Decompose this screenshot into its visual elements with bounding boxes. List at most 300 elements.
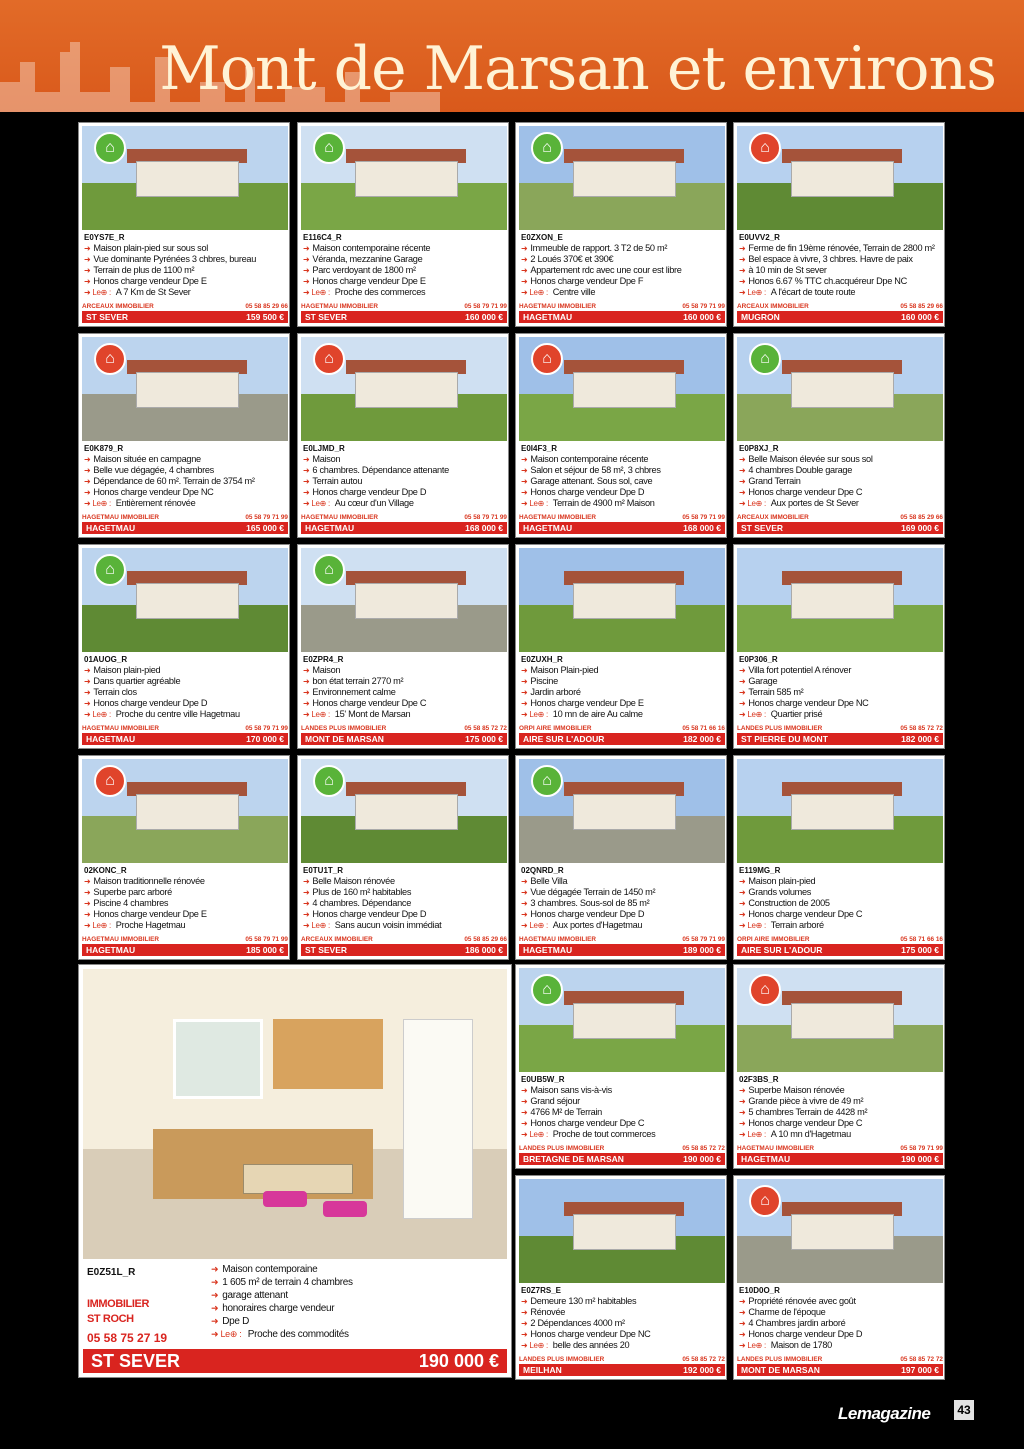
feature-list	[739, 454, 943, 509]
listing-ref: E0P8XJ_R	[739, 444, 779, 453]
feature-list	[739, 1296, 943, 1351]
feature-item: ➜ Honos charge vendeur Dpe E	[84, 909, 288, 920]
feature-item: ➜ Dans quartier agréable	[84, 676, 288, 687]
town: ST SEVER	[305, 312, 348, 322]
price: 160 000 €	[901, 312, 939, 322]
agency-phone: 05 58 85 72 72	[682, 1356, 725, 1363]
highlight-item: ➜ Le⊕ : Aux portes de St Sever	[739, 498, 943, 509]
feature-item: ➜ Belle Villa	[521, 876, 725, 887]
listing-card[interactable]	[733, 333, 945, 538]
feature-item: ➜ Belle Maison élevée sur sous sol	[739, 454, 943, 465]
listing-card[interactable]	[515, 755, 727, 960]
highlight-item: ➜ Le⊕ : 15' Mont de Marsan	[303, 709, 507, 720]
price: 186 000 €	[465, 945, 503, 955]
highlight-item: ➜ Le⊕ : Terrain de 4900 m² Maison	[521, 498, 725, 509]
agency-phone: 05 58 79 71 99	[900, 1145, 943, 1152]
feature-item: ➜ Honos charge vendeur Dpe NC	[521, 1329, 725, 1340]
feature-item: ➜ Honos charge vendeur Dpe E	[521, 698, 725, 709]
highlight-item: ➜ Le⊕ : Centre ville	[521, 287, 725, 298]
door	[403, 1019, 473, 1219]
town: MONT DE MARSAN	[741, 1365, 820, 1375]
feature-item: ➜ Terrain de plus de 1100 m²	[84, 265, 288, 276]
listing-ref: E0LJMD_R	[303, 444, 345, 453]
listing-footer	[83, 1349, 507, 1373]
listing-photo	[519, 759, 725, 863]
house-badge-icon: ⌂	[749, 132, 781, 164]
agency-name: ARCEAUX IMMOBILIER	[301, 936, 373, 943]
agency-phone: 05 58 79 71 99	[245, 725, 288, 732]
listing-card[interactable]	[78, 333, 290, 538]
highlight-item: ➜ Le⊕ : A l'écart de toute route	[739, 287, 943, 298]
listing-ref: E0P306_R	[739, 655, 778, 664]
agency-name: LANDES PLUS IMMOBILIER	[519, 1145, 605, 1152]
agency-name: LANDES PLUS IMMOBILIER	[519, 1356, 605, 1363]
price: 192 000 €	[683, 1365, 721, 1375]
feature-item: ➜ Honos charge vendeur Dpe D	[303, 909, 507, 920]
feature-item: ➜ 5 chambres Terrain de 4428 m²	[739, 1107, 943, 1118]
feature-item: ➜ Garage	[739, 676, 943, 687]
feature-item: ➜ Honos 6.67 % TTC ch.acquéreur Dpe NC	[739, 276, 943, 287]
listing-card[interactable]	[78, 122, 290, 327]
listing-photo	[519, 1179, 725, 1283]
price: 160 000 €	[683, 312, 721, 322]
town: AIRE SUR L'ADOUR	[523, 734, 605, 744]
agency-name: ORPI AIRE IMMOBILIER	[737, 936, 810, 943]
feature-item: ➜ Honos charge vendeur Dpe C	[303, 698, 507, 709]
agency-phone: 05 58 79 71 99	[245, 514, 288, 521]
page-header	[0, 0, 1024, 112]
feature-list	[521, 243, 725, 298]
feature-item: ➜ Parc verdoyant de 1800 m²	[303, 265, 507, 276]
price: 185 000 €	[246, 945, 284, 955]
feature-item: ➜ Terrain 585 m²	[739, 687, 943, 698]
town: ST SEVER	[91, 1350, 181, 1371]
feature-item: ➜ Dépendance de 60 m². Terrain de 3754 m²	[84, 476, 288, 487]
listing-photo	[737, 1179, 943, 1283]
highlight-item: ➜ Le⊕ : 10 mn de aire Au calme	[521, 709, 725, 720]
price: 197 000 €	[901, 1365, 939, 1375]
highlight-item: ➜ Le⊕ : A 10 mn d'Hagetmau	[739, 1129, 943, 1140]
listing-ref: E116C4_R	[303, 233, 342, 242]
listing-card[interactable]	[297, 544, 509, 749]
feature-item: ➜ Maison plain-pied	[739, 876, 943, 887]
listing-footer	[519, 311, 725, 323]
listing-footer	[82, 733, 288, 745]
highlight-item: ➜ Le⊕ : Quartier prisé	[739, 709, 943, 720]
feature-item: ➜ Maison sans vis-à-vis	[521, 1085, 725, 1096]
feature-item: ➜ Honos charge vendeur Dpe C	[739, 909, 943, 920]
agency-phone: 05 58 85 29 66	[900, 303, 943, 310]
feature-item: ➜ Construction de 2005	[739, 898, 943, 909]
listing-ref: E0ZXON_E	[521, 233, 563, 242]
feature-list	[521, 1296, 725, 1351]
house-badge-icon: ⌂	[531, 974, 563, 1006]
feature-item: ➜ 3 chambres. Sous-sol de 85 m²	[521, 898, 725, 909]
feature-list	[303, 243, 507, 298]
price: 189 000 €	[683, 945, 721, 955]
agency-phone: 05 58 85 72 72	[900, 725, 943, 732]
agency-name: LANDES PLUS IMMOBILIER	[737, 1356, 823, 1363]
feature-item: ➜ Dpe D	[211, 1315, 353, 1328]
listing-photo	[82, 548, 288, 652]
highlight-item: ➜ Le⊕ : Maison de 1780	[739, 1340, 943, 1351]
feature-item: ➜ honoraires charge vendeur	[211, 1302, 353, 1315]
feature-item: ➜ Piscine 4 chambres	[84, 898, 288, 909]
listing-ref: E0Z51L_R	[87, 1267, 136, 1278]
town: HAGETMAU	[86, 523, 136, 533]
price: 159 500 €	[246, 312, 284, 322]
agency-phone: 05 58 85 29 66	[464, 936, 507, 943]
highlight-item: ➜ Le⊕ : Aux portes d'Hagetmau	[521, 920, 725, 931]
feature-item: ➜ Honos charge vendeur Dpe D	[521, 487, 725, 498]
feature-item: ➜ Grande pièce à vivre de 49 m²	[739, 1096, 943, 1107]
house-badge-icon: ⌂	[313, 132, 345, 164]
feature-item: ➜ Honos charge vendeur Dpe D	[84, 698, 288, 709]
listing-ref: 02KONC_R	[84, 866, 127, 875]
feature-list	[521, 876, 725, 931]
feature-item: ➜ Salon et séjour de 58 m², 3 chbres	[521, 465, 725, 476]
feature-item: ➜ Honos charge vendeur Dpe C	[521, 1118, 725, 1129]
feature-item: ➜ Honos charge vendeur Dpe C	[739, 487, 943, 498]
highlight-item: ➜ Le⊕ : Proche de tout commerces	[521, 1129, 725, 1140]
listing-ref: E0Z7RS_E	[521, 1286, 562, 1295]
feature-item: ➜ Superbe Maison rénovée	[739, 1085, 943, 1096]
listing-footer	[737, 522, 943, 534]
listing-card[interactable]	[515, 1175, 727, 1380]
feature-item: ➜ Vue dominante Pyrénées 3 chbres, bureau	[84, 254, 288, 265]
town: HAGETMAU	[523, 945, 573, 955]
town: ST SEVER	[741, 523, 784, 533]
listing-ref: E0UVV2_R	[739, 233, 780, 242]
listing-photo	[82, 126, 288, 230]
listing-card[interactable]	[515, 964, 727, 1169]
feature-item: ➜ Villa fort potentiel A rénover	[739, 665, 943, 676]
feature-item: ➜ Honos charge vendeur Dpe C	[739, 1118, 943, 1129]
agency-name: HAGETMAU IMMOBILIER	[519, 514, 597, 521]
listing-card[interactable]	[733, 964, 945, 1169]
listing-photo	[519, 337, 725, 441]
listing-footer	[519, 1153, 725, 1165]
agency-name: HAGETMAU IMMOBILIER	[82, 514, 160, 521]
feature-list	[521, 665, 725, 720]
agency-name: ARCEAUX IMMOBILIER	[737, 303, 809, 310]
listing-card[interactable]	[515, 122, 727, 327]
listing-photo	[519, 968, 725, 1072]
highlight-item: ➜ Le⊕ : Proche des commodités	[211, 1328, 353, 1341]
listing-ref: 01AUOG_R	[84, 655, 128, 664]
agency-phone: 05 58 85 29 66	[245, 303, 288, 310]
highlight-item: ➜ Le⊕ : Entièrement rénovée	[84, 498, 288, 509]
feature-item: ➜ Vue dégagée Terrain de 1450 m²	[521, 887, 725, 898]
price: 160 000 €	[465, 312, 503, 322]
feature-item: ➜ Grands volumes	[739, 887, 943, 898]
listing-card[interactable]	[733, 1175, 945, 1380]
listing-photo	[737, 337, 943, 441]
listing-photo	[519, 548, 725, 652]
town: ST SEVER	[305, 945, 348, 955]
feature-item: ➜ Honos charge vendeur Dpe NC	[739, 698, 943, 709]
listing-footer	[301, 944, 507, 956]
listing-photo	[301, 759, 507, 863]
price: 168 000 €	[465, 523, 503, 533]
feature-item: ➜ Maison située en campagne	[84, 454, 288, 465]
house-badge-icon: ⌂	[531, 343, 563, 375]
listing-card[interactable]	[515, 333, 727, 538]
listing-footer	[519, 1364, 725, 1376]
agency-name-line: IMMOBILIER	[87, 1298, 149, 1310]
price: 168 000 €	[683, 523, 721, 533]
listing-photo	[737, 548, 943, 652]
magazine-brand: Lemagazine	[838, 1404, 931, 1423]
price: 175 000 €	[465, 734, 503, 744]
listing-card[interactable]	[78, 755, 290, 960]
agency-name: ORPI AIRE IMMOBILIER	[519, 725, 592, 732]
house-badge-icon: ⌂	[94, 343, 126, 375]
price: 182 000 €	[683, 734, 721, 744]
listing-card[interactable]	[733, 122, 945, 327]
town: ST PIERRE DU MONT	[741, 734, 828, 744]
listing-footer	[519, 733, 725, 745]
town: HAGETMAU	[86, 945, 136, 955]
town: HAGETMAU	[523, 312, 573, 322]
listing-footer	[519, 522, 725, 534]
feature-list	[739, 665, 943, 720]
agency-name: LANDES PLUS IMMOBILIER	[737, 725, 823, 732]
feature-item: ➜ Maison contemporaine récente	[521, 454, 725, 465]
feature-item: ➜ Grand Terrain	[739, 476, 943, 487]
feature-item: ➜ Honos charge vendeur Dpe D	[739, 1329, 943, 1340]
listing-card[interactable]	[297, 333, 509, 538]
town: ST SEVER	[86, 312, 129, 322]
house-badge-icon: ⌂	[313, 343, 345, 375]
listing-footer	[82, 311, 288, 323]
listing-card[interactable]	[297, 122, 509, 327]
listing-ref: E0I4F3_R	[521, 444, 558, 453]
feature-item: ➜ Maison traditionnelle rénovée	[84, 876, 288, 887]
agency-phone: 05 58 75 27 19	[87, 1331, 168, 1345]
agency-phone: 05 58 79 71 99	[464, 514, 507, 521]
house-badge-icon: ⌂	[313, 765, 345, 797]
feature-list	[84, 454, 288, 509]
listing-footer	[737, 944, 943, 956]
highlight-item: ➜ Le⊕ : A 7 Km de St Sever	[84, 287, 288, 298]
agency-phone: 05 58 79 71 99	[245, 936, 288, 943]
listing-ref: E10D0O_R	[739, 1286, 780, 1295]
listing-footer	[301, 733, 507, 745]
listing-ref: E119MG_R	[739, 866, 781, 875]
feature-item: ➜ Maison	[303, 665, 507, 676]
feature-item: ➜ bon état terrain 2770 m²	[303, 676, 507, 687]
town: HAGETMAU	[305, 523, 355, 533]
table	[243, 1164, 353, 1194]
agency-name: LANDES PLUS IMMOBILIER	[301, 725, 387, 732]
feature-item: ➜ Belle vue dégagée, 4 chambres	[84, 465, 288, 476]
listing-footer	[737, 311, 943, 323]
price: 175 000 €	[901, 945, 939, 955]
town: MEILHAN	[523, 1365, 562, 1375]
feature-item: ➜ Terrain clos	[84, 687, 288, 698]
listing-ref: E0ZUXH_R	[521, 655, 563, 664]
feature-item: ➜ Superbe parc arboré	[84, 887, 288, 898]
feature-item: ➜ 4766 M² de Terrain	[521, 1107, 725, 1118]
price: 170 000 €	[246, 734, 284, 744]
agency-name: HAGETMAU IMMOBILIER	[82, 936, 160, 943]
agency-name: ARCEAUX IMMOBILIER	[82, 303, 154, 310]
feature-item: ➜ Honos charge vendeur Dpe D	[521, 909, 725, 920]
highlight-item: ➜ Le⊕ : Sans aucun voisin immédiat	[303, 920, 507, 931]
house-badge-icon: ⌂	[531, 132, 563, 164]
price: 190 000 €	[901, 1154, 939, 1164]
listing-footer	[301, 522, 507, 534]
highlight-item: ➜ Le⊕ : Au cœur d'un Village	[303, 498, 507, 509]
listing-card[interactable]	[733, 544, 945, 749]
agency-phone: 05 58 79 71 99	[682, 514, 725, 521]
listing-photo	[737, 759, 943, 863]
page-number: 43	[954, 1400, 974, 1420]
highlight-item: ➜ Le⊕ : Terrain arboré	[739, 920, 943, 931]
agency-phone: 05 58 85 72 72	[464, 725, 507, 732]
agency-name: HAGETMAU IMMOBILIER	[519, 303, 597, 310]
town: MONT DE MARSAN	[305, 734, 384, 744]
highlight-item: ➜ Le⊕ : Proche des commerces	[303, 287, 507, 298]
price: 165 000 €	[246, 523, 284, 533]
agency-name: HAGETMAU IMMOBILIER	[737, 1145, 815, 1152]
feature-list	[739, 243, 943, 298]
house-badge-icon: ⌂	[94, 132, 126, 164]
feature-item: ➜ Plus de 160 m² habitables	[303, 887, 507, 898]
listing-card[interactable]	[515, 544, 727, 749]
agency-name: HAGETMAU IMMOBILIER	[301, 303, 379, 310]
agency-phone: 05 58 71 66 16	[682, 725, 725, 732]
feature-item: ➜ Maison plain-pied sur sous sol	[84, 243, 288, 254]
listing-ref: E0UB5W_R	[521, 1075, 565, 1084]
featured-photo	[83, 969, 507, 1259]
page-title: Mont de Marsan et environs	[159, 34, 996, 104]
listing-ref: E0K879_R	[84, 444, 124, 453]
feature-item: ➜ Immeuble de rapport. 3 T2 de 50 m²	[521, 243, 725, 254]
feature-item: ➜ Maison Plain-pied	[521, 665, 725, 676]
price: 169 000 €	[901, 523, 939, 533]
highlight-item: ➜ Le⊕ : belle des années 20	[521, 1340, 725, 1351]
town: HAGETMAU	[523, 523, 573, 533]
town: HAGETMAU	[741, 1154, 791, 1164]
highlight-item: ➜ Le⊕ : Proche du centre ville Hagetmau	[84, 709, 288, 720]
feature-item: ➜ Honos charge vendeur Dpe F	[521, 276, 725, 287]
house-badge-icon: ⌂	[749, 974, 781, 1006]
feature-list	[303, 665, 507, 720]
feature-item: ➜ Terrain autou	[303, 476, 507, 487]
listing-card[interactable]	[297, 755, 509, 960]
agency-name: HAGETMAU IMMOBILIER	[82, 725, 160, 732]
feature-item: ➜ Bel espace à vivre, 3 chbres. Havre de paix	[739, 254, 943, 265]
agency-name	[87, 1297, 167, 1327]
house-badge-icon: ⌂	[749, 343, 781, 375]
house-badge-icon: ⌂	[531, 765, 563, 797]
town: AIRE SUR L'ADOUR	[741, 945, 823, 955]
feature-item: ➜ Environnement calme	[303, 687, 507, 698]
listing-ref: 02QNRD_R	[521, 866, 564, 875]
feature-item: ➜ Garage attenant. Sous sol, cave	[521, 476, 725, 487]
listing-photo	[301, 548, 507, 652]
feature-list	[739, 1085, 943, 1140]
feature-item: ➜ Maison contemporaine récente	[303, 243, 507, 254]
feature-item: ➜ 4 Chambres jardin arboré	[739, 1318, 943, 1329]
feature-item: ➜ garage attenant	[211, 1289, 353, 1302]
price: 190 000 €	[683, 1154, 721, 1164]
town: MUGRON	[741, 312, 780, 322]
feature-item: ➜ Honos charge vendeur Dpe E	[84, 276, 288, 287]
feature-list	[303, 876, 507, 931]
listing-card[interactable]	[78, 544, 290, 749]
agency-phone: 05 58 85 72 72	[900, 1356, 943, 1363]
agency-name: HAGETMAU IMMOBILIER	[519, 936, 597, 943]
feature-list	[521, 454, 725, 509]
listing-photo	[737, 126, 943, 230]
house-badge-icon: ⌂	[94, 765, 126, 797]
town: BRETAGNE DE MARSAN	[523, 1154, 624, 1164]
listing-footer	[737, 1364, 943, 1376]
listing-card[interactable]	[733, 755, 945, 960]
agency-name-line: ST ROCH	[87, 1313, 134, 1325]
price: 190 000 €	[419, 1351, 499, 1372]
feature-item: ➜ Véranda, mezzanine Garage	[303, 254, 507, 265]
feature-item: ➜ 1 605 m² de terrain 4 chambres	[211, 1276, 353, 1289]
listing-footer	[737, 1153, 943, 1165]
feature-item: ➜ Demeure 130 m² habitables	[521, 1296, 725, 1307]
listing-footer	[82, 944, 288, 956]
listing-footer	[519, 944, 725, 956]
featured-listing[interactable]	[78, 964, 512, 1378]
feature-list	[303, 454, 507, 509]
agency-phone: 05 58 85 29 66	[900, 514, 943, 521]
feature-item: ➜ Propriété rénovée avec goût	[739, 1296, 943, 1307]
feature-item: ➜ 2 Loués 370€ et 390€	[521, 254, 725, 265]
feature-item: ➜ Honos charge vendeur Dpe D	[303, 487, 507, 498]
house-badge-icon: ⌂	[313, 554, 345, 586]
feature-item: ➜ 2 Dépendances 4000 m²	[521, 1318, 725, 1329]
feature-list	[84, 876, 288, 931]
window	[173, 1019, 263, 1099]
listing-footer	[301, 311, 507, 323]
house-badge-icon: ⌂	[94, 554, 126, 586]
listing-ref: E0TU1T_R	[303, 866, 344, 875]
listing-footer	[82, 522, 288, 534]
feature-item: ➜ Maison	[303, 454, 507, 465]
feature-item: ➜ 6 chambres. Dépendance attenante	[303, 465, 507, 476]
feature-item: ➜ Rénovée	[521, 1307, 725, 1318]
feature-item: ➜ Grand séjour	[521, 1096, 725, 1107]
listing-footer	[737, 733, 943, 745]
feature-item: ➜ Jardin arboré	[521, 687, 725, 698]
listing-photo	[82, 759, 288, 863]
feature-item: ➜ Charme de l'époque	[739, 1307, 943, 1318]
agency-phone: 05 58 79 71 99	[682, 303, 725, 310]
feature-item: ➜ Honos charge vendeur Dpe NC	[84, 487, 288, 498]
agency-name: HAGETMAU IMMOBILIER	[301, 514, 379, 521]
feature-list	[84, 243, 288, 298]
town: HAGETMAU	[86, 734, 136, 744]
feature-item: ➜ Appartement rdc avec une cour est libre	[521, 265, 725, 276]
feature-item: ➜ Belle Maison rénovée	[303, 876, 507, 887]
listing-photo	[519, 126, 725, 230]
feature-item: ➜ à 10 min de St sever	[739, 265, 943, 276]
feature-list	[211, 1263, 353, 1341]
feature-item: ➜ Ferme de fin 19ème rénovée, Terrain de 2800 m²	[739, 243, 943, 254]
price: 182 000 €	[901, 734, 939, 744]
feature-item: ➜ Maison contemporaine	[211, 1263, 353, 1276]
feature-list	[521, 1085, 725, 1140]
feature-item: ➜ 4 chambres. Dépendance	[303, 898, 507, 909]
